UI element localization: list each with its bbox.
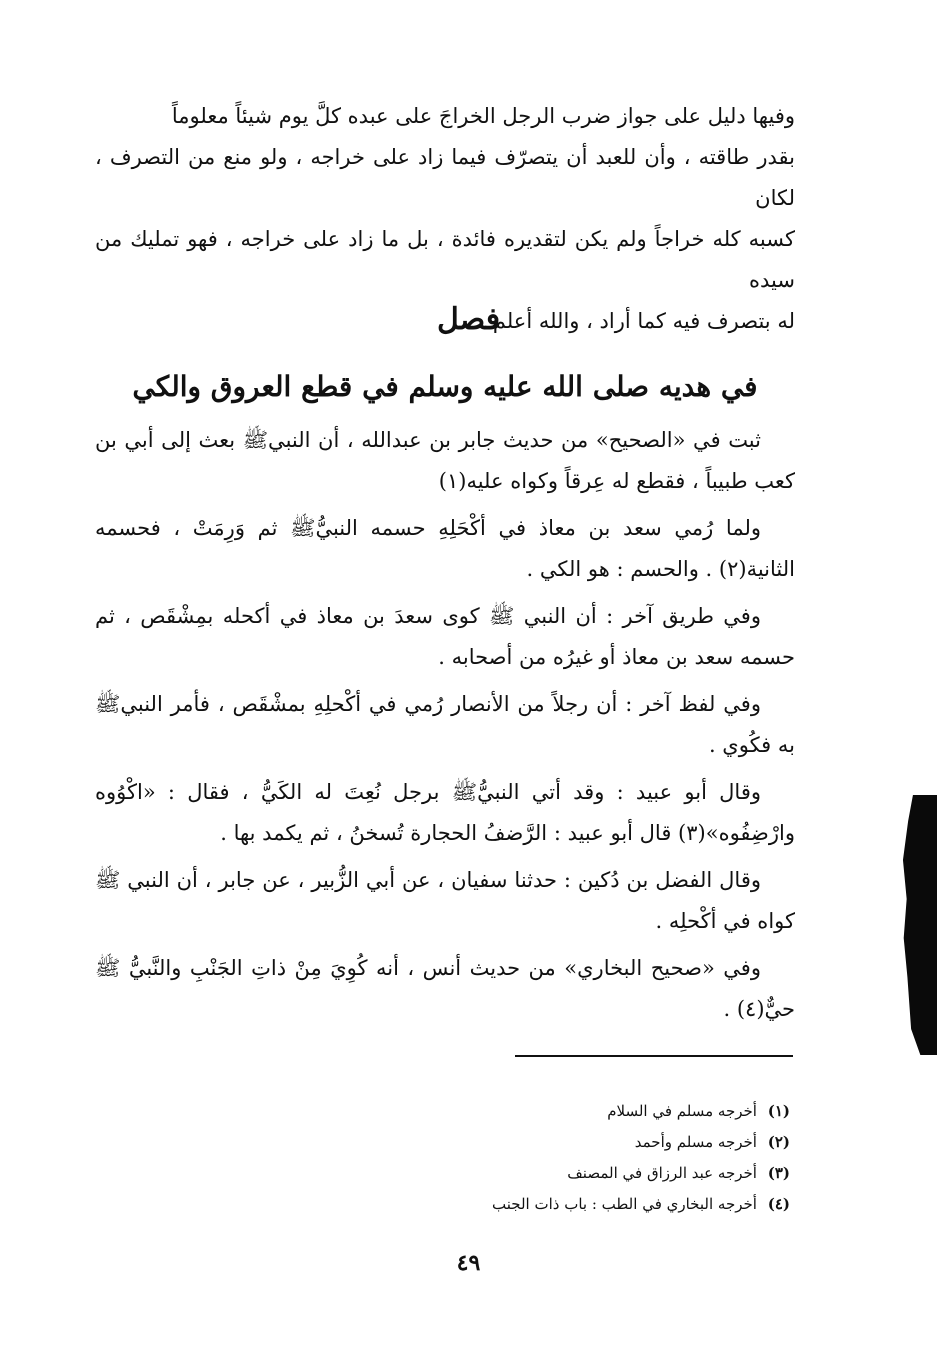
paragraph: وفي طريق آخر : أن النبي ﷺ كوى سعدَ بن معاذ في أكحله بمِشْقَص ، ثم حسمه سعد بن معاذ أو غيرُه من أصحابه . (95, 604, 795, 669)
section-subtitle: في هديه صلى الله عليه وسلم في قطع العروق والكي (132, 370, 758, 403)
paragraph: وقال الفضل بن دُكين : حدثنا سفيان ، عن أبي الزُّبير ، عن جابر ، أن النبي ﷺ كواه في أكْحلِه . (95, 868, 795, 933)
section-title: فصل (436, 302, 501, 337)
paragraph: ثبت في «الصحيح» من حديث جابر بن عبدالله ، أن النبيﷺ بعث إلى أبي بن كعب طبيباً ، فقطع له عِرقاً وكواه عليه(١) (95, 428, 795, 493)
paragraph: وقال أبو عبيد : وقد أتي النبيُّﷺ برجل نُعِتَ له الكَيُّ ، فقال : «اكْوُوه وارْضِفُوه»(٣) قال أبو عبيد : الرَّضفُ الحجارة تُسخنُ ، ثم يكمد بها . (95, 780, 795, 845)
footnote-number: (٢) (767, 1133, 790, 1151)
page-number: ٤٩ (456, 1250, 481, 1276)
footnote-separator (515, 1055, 793, 1057)
footnote-number: (٣) (767, 1164, 790, 1182)
footnotes (400, 1096, 790, 1220)
footnote (400, 1127, 790, 1158)
footnote (400, 1158, 790, 1189)
scan-edge-shadow (900, 795, 937, 1055)
paragraph: ولما رُمي سعد بن معاذ في أكْحَلِهِ حسمه النبيُّﷺ ثم وَرِمَتْ ، فحسمه الثانية(٢) . والحسم : هو الكي . (95, 516, 795, 581)
footnote-text: أخرجه البخاري في الطب : باب ذات الجنب (492, 1195, 757, 1213)
footnote (400, 1096, 790, 1127)
intro-line: له بتصرف فيه كما أراد ، والله أعلم . (479, 309, 795, 333)
paragraph: وفي «صحيح البخاري» من حديث أنس ، أنه كُوِيَ مِنْ ذاتِ الجَنْبِ والنَّبيُّ ﷺ حيٌّ(٤) . (95, 956, 795, 1021)
footnote-text: أخرجه عبد الرزاق في المصنف (567, 1164, 757, 1182)
paragraph: وفي لفظ آخر : أن رجلاً من الأنصار رُمي في أكْحلِهِ بمشْقَص ، فأمر النبيﷺ به فكُوي . (95, 692, 795, 757)
intro-line: وفيها دليل على جواز ضرب الرجل الخراجَ على عبده كلَّ يوم شيئاً معلوماً (171, 104, 795, 128)
footnote-text: أخرجه مسلم في السلام (607, 1102, 757, 1120)
footnote-number: (٤) (767, 1195, 790, 1213)
footnote-number: (١) (767, 1102, 790, 1120)
intro-line: بقدر طاقته ، وأن للعبد أن يتصرّف فيما زاد على خراجه ، ولو منع من التصرف ، لكان (95, 145, 795, 210)
footnote-text: أخرجه مسلم وأحمد (634, 1133, 757, 1151)
footnote (400, 1189, 790, 1220)
intro-line: كسبه كله خراجاً ولم يكن لتقديره فائدة ، بل ما زاد على خراجه ، فهو تمليك من سيده (95, 227, 795, 292)
body-text (95, 420, 795, 1036)
